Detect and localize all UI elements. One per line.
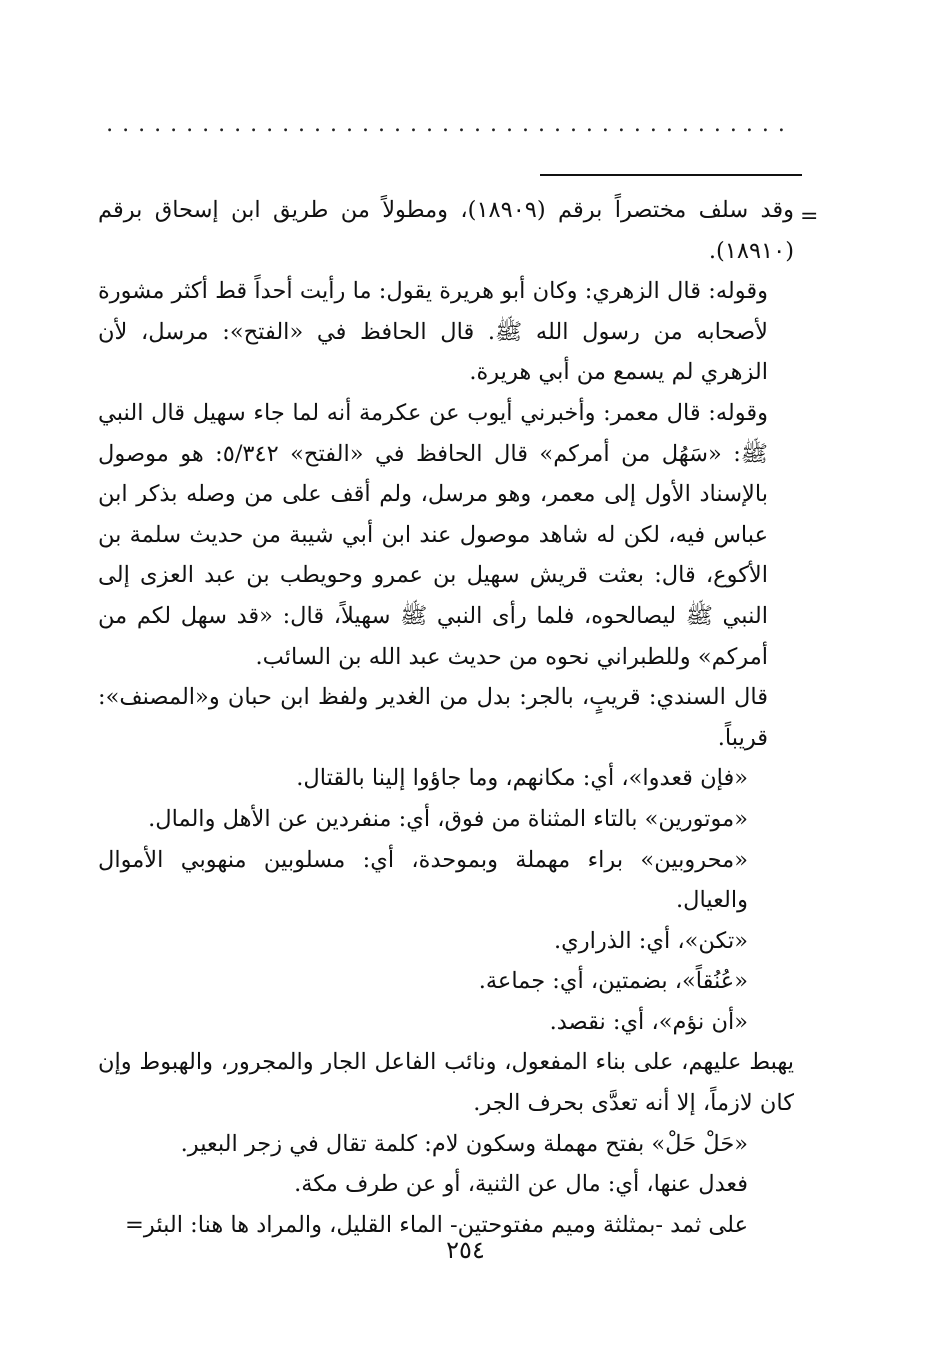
footnote-gloss: «موتورين» بالتاء المثناة من فوق، أي: منفردين عن الأهل والمال. — [148, 805, 748, 832]
footnote-paragraph: وقوله: قال معمر: وأخبرني أيوب عن عكرمة أنه لما جاء سهيل قال النبي ﷺ: «سَهُل من أمركم» قال الحافظ في «الفتح» ٥/٣٤٢: هو موصول بالإسناد الأول إلى معمر، وهو مرسل، ولم أقف على من وصله بذكر ابن عباس فيه، لكن له شاهد موصول عند ابن أبي شيبة من حديث سلمة بن الأكوع، قال: بعثت قريش سهيل بن عمرو وحويطب بن عبد العزى إلى النبي ﷺ ليصالحوه، فلما رأى النبي ﷺ سهيلاً، قال: «قد سهل لكم من أمركم» وللطبراني نحوه من حديث عبد الله بن السائب. — [98, 399, 768, 670]
footnote-gloss: «تكن»، أي: الذراري. — [553, 927, 748, 954]
footnote-gloss: «عُنُقاً»، بضمتين، أي: جماعة. — [478, 968, 748, 995]
footnote-gloss: «فإن قعدوا»، أي: مكانهم، وما جاؤوا إلينا بالقتال. — [296, 765, 748, 792]
footnote-paragraph: وقوله: قال الزهري: وكان أبو هريرة يقول: ما رأيت أحداً قط أكثر مشورة لأصحابه من رسول الله ﷺ. قال الحافظ في «الفتح»: مرسل، لأن الزهري لم يسمع من أبي هريرة. — [98, 278, 768, 386]
footnote-gloss: «حَلْ حَلْ» بفتح مهملة وسكون لام: كلمة تقال في زجر البعير. — [180, 1130, 748, 1157]
footnote-paragraph: وقد سلف مختصراً برقم (١٨٩٠٩)، ومطولاً من طريق ابن إسحاق برقم (١٨٩١٠). — [98, 197, 794, 264]
text-separator-dots: ........................................... — [106, 112, 794, 137]
footnote-gloss: «محروبين» براء مهملة وبموحدة، أي: مسلوبين منهوبي الأموال والعيال. — [98, 846, 748, 914]
footnote-paragraph: قال السندي: قريبٍ، بالجر: بدل من الغدير ولفظ ابن حبان و«المصنف»: قريباً. — [98, 684, 768, 751]
footnote-gloss: «أن نؤم»، أي: نقصد. — [549, 1008, 748, 1035]
footnote-text — [98, 190, 794, 1245]
continuation-marker: = — [800, 204, 819, 229]
footnote-gloss: على ثمد -بمثلثة وميم مفتوحتين- الماء القليل، والمراد ها هنا: البئر= — [125, 1211, 748, 1238]
footnote-rule — [540, 174, 802, 176]
footnote-paragraph: يهبط عليهم، على بناء المفعول، ونائب الفاعل الجار والمجرور، والهبوط وإن كان لازماً، إلا أنه تعدَّى بحرف الجر. — [98, 1049, 794, 1117]
page-number: ٢٥٤ — [446, 1236, 485, 1264]
footnote-gloss: فعدل عنها، أي: مال عن الثنية، أو عن طرف مكة. — [294, 1171, 748, 1198]
